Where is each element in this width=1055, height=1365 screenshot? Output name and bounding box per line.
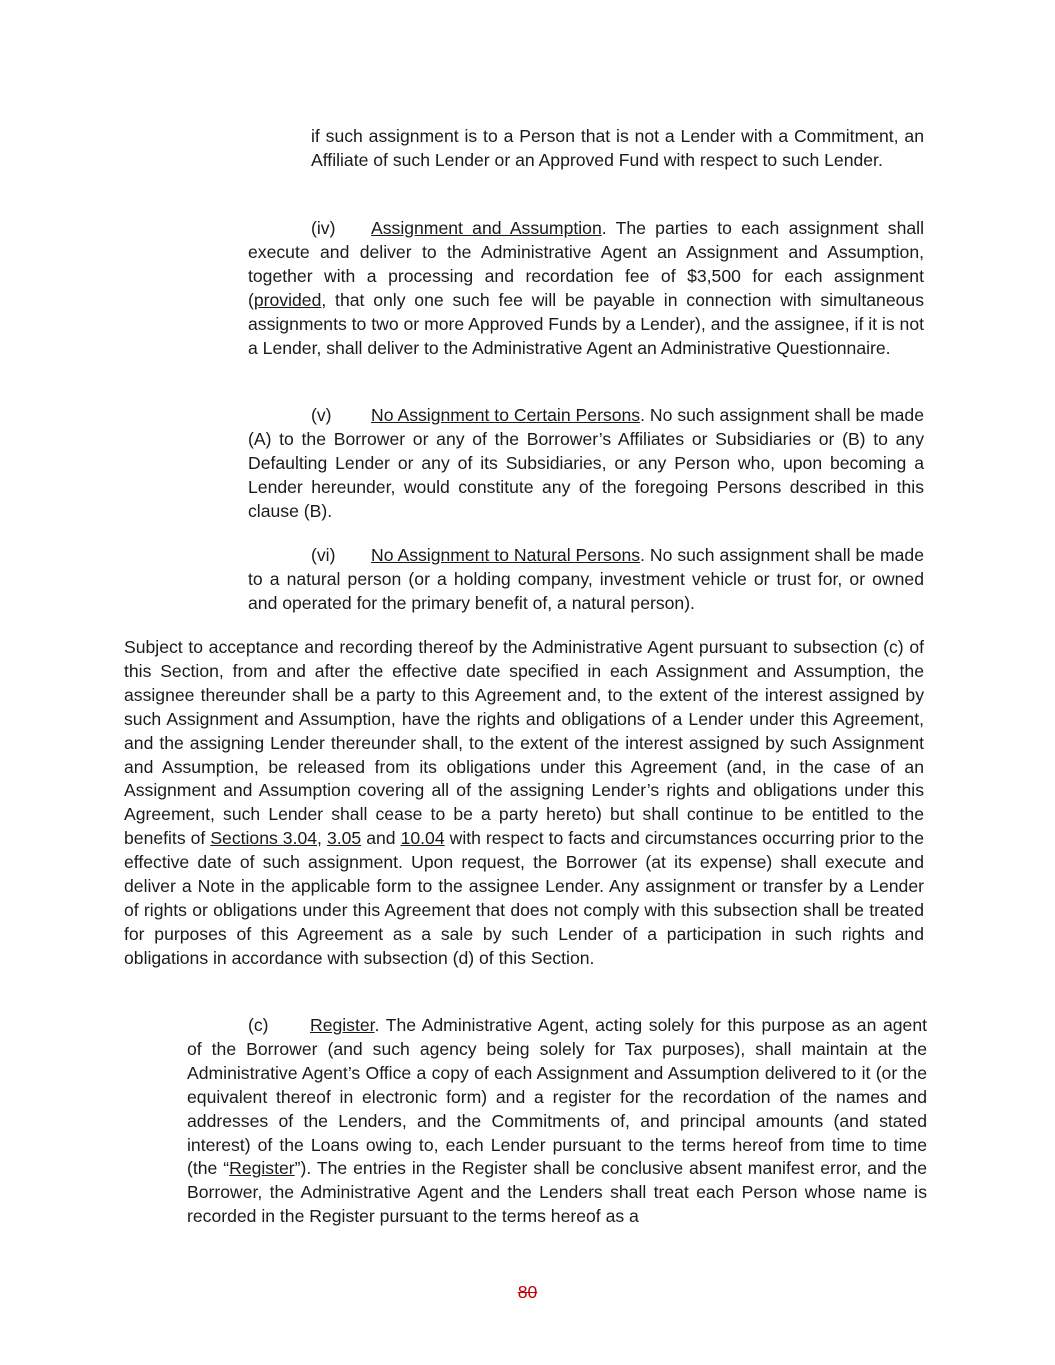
section-ref-3-05: 3.05 [326,828,362,849]
clause-iv-text-1: . The parties to each assignment shall execute and deliver to the Administrative Agent an Assignment and Assumption, together with a processing and recordation fee of $3,500 for each assignment ( [248,218,924,310]
subject-text-1: Subject to acceptance and recording thereof by the Administrative Agent pursuant to subsection (c) of this Section, from and after the effective date specified in each Assignment and Assumption, the assignee thereunder shall be a party to this Agreement and, to the extent of the interest assigned by such Assignment and Assumption, have the rights and obligations of a Lender under this Agreement, and the assigning Lender thereunder shall, to the extent of the interest assigned by such Assignment and Assumption, be released from its obligations under this Agreement (and, in the case of an Assignment and Assumption covering all of the assigning Lender’s rights and obligations under this Agreement, such Lender shall cease to be a party hereto) but shall continue to be entitled to the benefits of [124,637,924,849]
clause-v-text: . No such assignment shall be made (A) to the Borrower or any of the Borrower’s Affiliates or Subsidiaries or (B) to any Defaulting Lender or any of its Subsidiaries, or any Person who, upon becoming a Lender hereunder, would constitute any of the foregoing Persons described in this clause (B). [248,405,924,521]
clause-vi-text: . No such assignment shall be made to a natural person (or a holding company, investment vehicle or trust for, or owned and operated for the primary benefit of, a natural person). [248,545,924,613]
clause-vi-paragraph [248,544,924,616]
clause-iv-paragraph [248,217,924,360]
clause-c-text-2: ”). The entries in the Register shall be conclusive absent manifest error, and the Borrower, the Administrative Agent and the Lenders shall treat each Person whose name is recorded in the Register pursuant to the terms hereof as a [187,1158,927,1227]
clause-c-heading: Register [310,1015,375,1035]
clause-v-paragraph [248,404,924,524]
clause-iv-text-2: , that only one such fee will be payable in connection with simultaneous assignments to two or more Approved Funds by a Lender), and the assignee, if it is not a Lender, shall deliver to the Administrative Agent an Administrative Questionnaire. [248,289,924,358]
subject-sep-2: and [361,828,401,849]
subject-text-2: with respect to facts and circumstances occurring prior to the effective date of such assignment. Upon request, the Borrower (at its expense) shall execute and deliver a Note in the applicable form to the assignee Lender. Any assignment or transfer by a Lender of rights or obligations under this Agreement that does not comply with this subsection shall be treated for purposes of this Agreement as a sale by such Lender of a participation in such rights and obligations in accordance with subsection (d) of this Section. [124,828,924,968]
subject-paragraph [124,636,924,971]
section-ref-3-04: Sections 3.04 [210,828,318,849]
clause-vi-heading: No Assignment to Natural Persons [371,545,641,565]
clause-c-text-1: . The Administrative Agent, acting solely for this purpose as an agent of the Borrower (and such agency being solely for Tax purposes), shall maintain at the Administrative Agent’s Office a copy of each Assignment and Assumption delivered to it (or the equivalent thereof in electronic form) and a register for the recordation of the names and addresses of the Lenders, and the Commitments of, and principal amounts (and stated interest) of the Loans owing to, each Lender pursuant to the terms hereof from time to time (the “ [187,1015,927,1179]
clause-vi-number: (vi) [311,545,336,565]
page-number: 80 [517,1282,538,1302]
clause-iv-number: (iv) [311,218,336,238]
clause-c-paragraph [187,1014,927,1229]
subject-sep-1: , [317,828,327,849]
clause-v-heading: No Assignment to Certain Persons [371,405,641,425]
clause-iv-heading: Assignment and Assumption [371,218,602,238]
register-defined-term: Register [229,1158,295,1179]
clause-iii-tail-text: if such assignment is to a Person that is not a Lender with a Commitment, an Affiliate of such Lender or an Approved Fund with respect to such Lender. [311,126,924,170]
clause-iv-provided: provided [253,289,322,310]
clause-iii-tail-paragraph [311,125,924,173]
clause-c-number: (c) [248,1015,269,1035]
clause-v-number: (v) [311,405,332,425]
section-ref-10-04: 10.04 [400,828,445,849]
